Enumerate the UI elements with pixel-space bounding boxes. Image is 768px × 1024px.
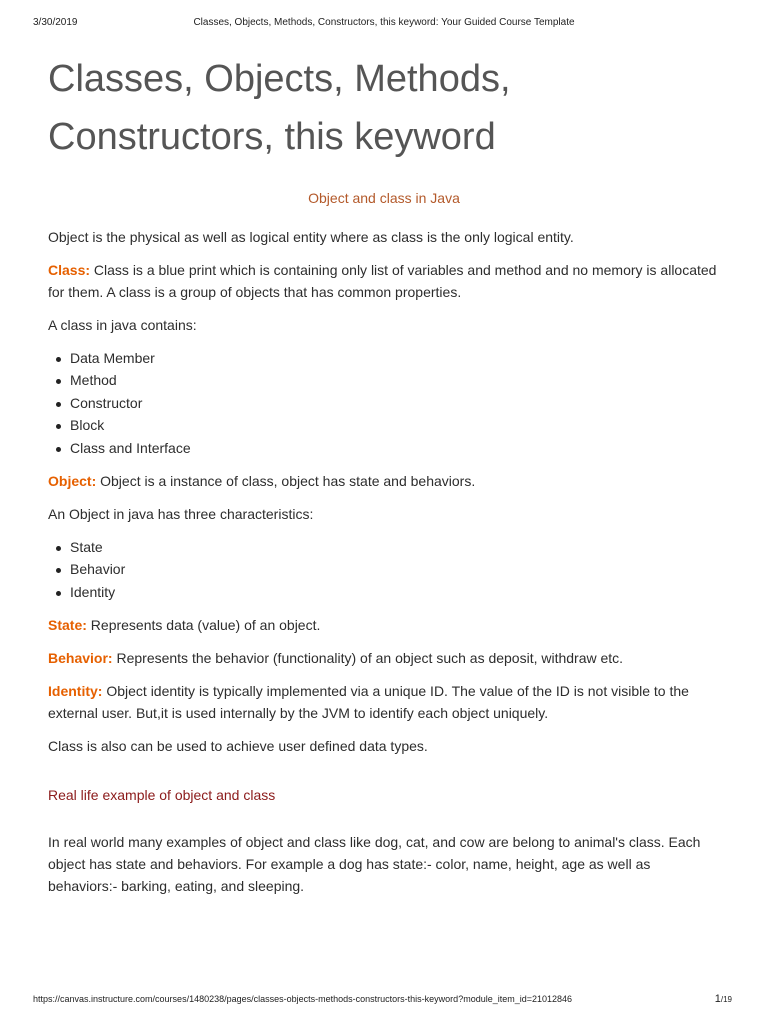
page-title-line1: Classes, Objects, Methods, [48, 58, 511, 100]
list-item: Data Member [48, 347, 720, 369]
state-label: State: [48, 617, 87, 634]
state-text: Represents data (value) of an object. [86, 617, 321, 634]
object-items-list [48, 536, 720, 603]
list-item: Block [48, 414, 720, 436]
footer-url: https://canvas.instructure.com/courses/1480238/pages/classes-objects-methods-constructors-this-keyword?module_item_id=21012846 [33, 994, 573, 1004]
list-item: Class and Interface [48, 437, 720, 459]
page-title [48, 50, 720, 166]
list-item: Method [48, 369, 720, 391]
class-items-list [48, 347, 720, 459]
intro-paragraph: Object is the physical as well as logical entity where as class is the only logical entity. [48, 229, 574, 245]
object-chars-paragraph: An Object in java has three characteristics: [48, 506, 314, 523]
section-subtitle: Object and class in Java [308, 190, 460, 206]
class-label: Class: [48, 262, 91, 278]
list-item: Constructor [48, 392, 720, 414]
object-text: Object is a instance of class, object has state and behaviors. [96, 473, 476, 490]
footer-page-number [715, 993, 732, 1005]
section2-paragraph: In real world many examples of object and class like dog, cat, and cow are belong to animal's class. Each object has state and behaviors. For example a dog has state:- color, name, height, age as well as behaviors:- barking, eating, and sleeping. [48, 834, 701, 895]
class-contains-paragraph: A class in java contains: [48, 317, 197, 333]
class-datatypes-paragraph: Class is also can be used to achieve user defined data types. [48, 738, 428, 755]
list-item: Behavior [48, 558, 720, 580]
page-total: /19 [720, 995, 732, 1004]
behavior-label: Behavior: [48, 650, 113, 667]
header-title: Classes, Objects, Methods, Constructors, this keyword: Your Guided Course Template [193, 17, 575, 28]
identity-text: Object identity is typically implemented via a unique ID. The value of the ID is not visible to the external user. But,it is used internally by the JVM to identify each object uniquely. [48, 683, 689, 722]
state-paragraph [48, 614, 720, 636]
object-paragraph [48, 470, 720, 492]
behavior-text: Represents the behavior (functionality) of an object such as deposit, withdraw etc. [112, 650, 624, 667]
class-paragraph [48, 259, 720, 303]
class-text: Class is a blue print which is containing only list of variables and method and no memory is allocated for them. A class is a group of objects that has common properties. [48, 262, 717, 300]
behavior-paragraph [48, 647, 720, 669]
document-page [48, 50, 720, 908]
identity-label: Identity: [48, 683, 103, 700]
page-current: 1 [714, 993, 721, 1005]
object-label: Object: [48, 473, 97, 490]
list-item: Identity [48, 581, 720, 603]
identity-paragraph [48, 680, 720, 724]
page-title-line2: Constructors, this keyword [48, 116, 496, 158]
header-date: 3/30/2019 [33, 17, 78, 28]
section2-title: Real life example of object and class [48, 787, 276, 804]
list-item: State [48, 536, 720, 558]
